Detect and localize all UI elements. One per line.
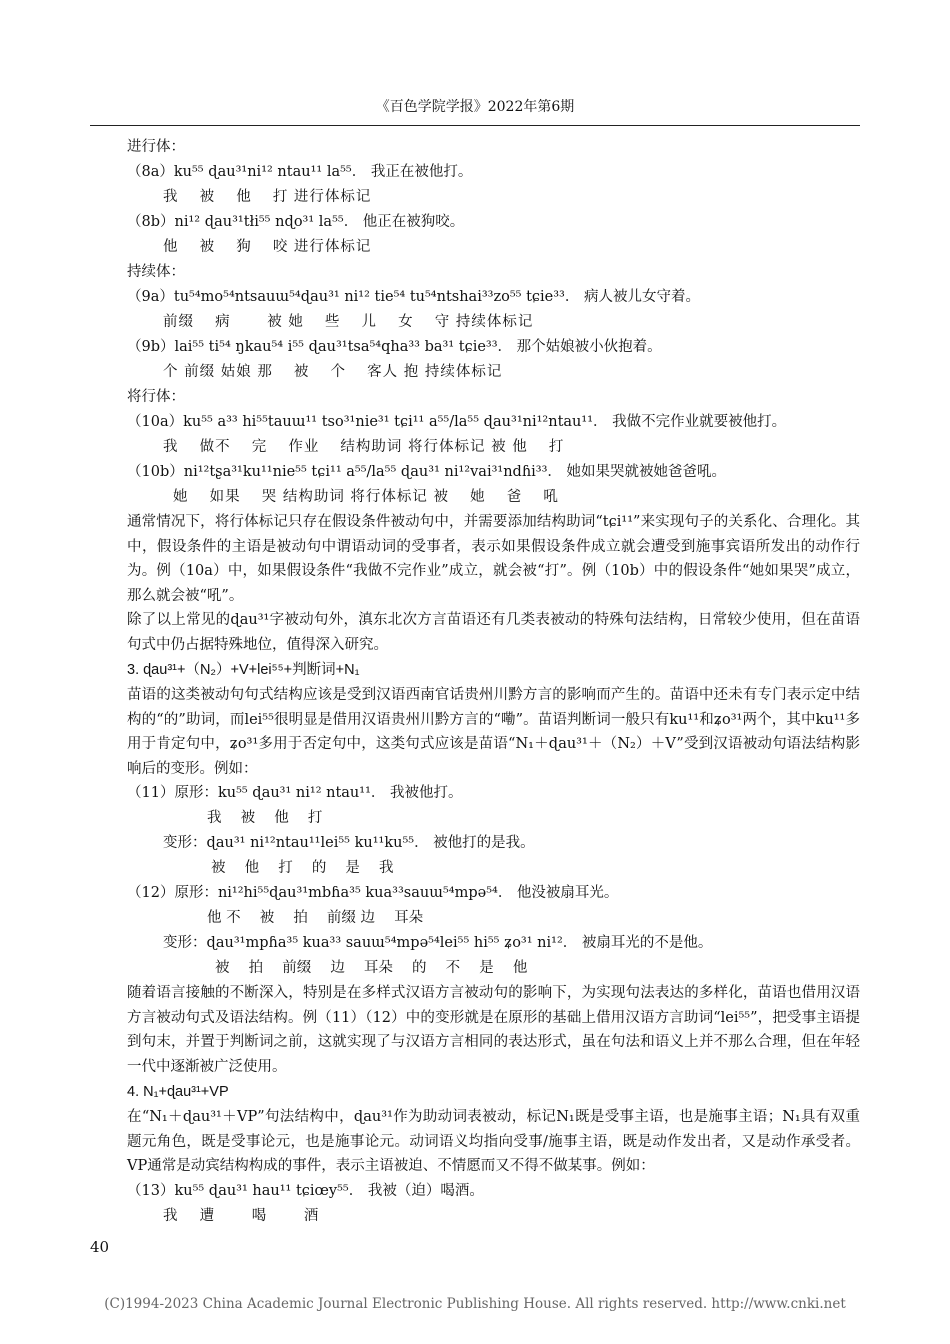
example-line: 前缀 病 被 她 些 儿 女 守 持续体标记 [163,314,534,330]
example-line: 个 前缀 姑娘 那 被 个 客人 抱 持续体标记 [163,364,503,380]
example-line: 我 做不 完 作业 结构助词 将行体标记 被 他 打 [163,439,565,455]
paragraph: 在“N₁＋ɖau³¹＋VP”句法结构中，ɖau³¹作为助动词表被动，标记N₁既是受事主语，也是施事主语；N₁具有双重题元角色，既是受事论元，也是施事论元。动词语义均指向受事/施事主语，既是动作发出者，又是动作承受者。VP通常是动宾结构构成的事件，表示主语被迫、不情愿而又不得不做某事。例如： [127,1109,860,1174]
text-line: （10b）ni¹²tʂa³¹ku¹¹nie⁵⁵ tɕi¹¹ a⁵⁵/la⁵⁵ ɖau³¹ ni¹²vai³¹ndɦi³³． 她如果哭就被她爸爸吼。 [127,464,727,480]
paragraph: 通常情况下，将行体标记只存在假设条件被动句中，并需要添加结构助词“tɕi¹¹”来实现句子的关系化、合理化。其中，假设条件的主语是被动句中谓语动词的受事者，表示如果假设条件成立就会遭受到施事宾语所发出的动作行为。例（10a）中，如果假设条件“我做不完作业”成立，就会被“打”。例（10b）中的假设条件“她如果哭”成立，那么就会被“吼”。 [127,514,860,604]
page-number: 40 [90,1238,110,1256]
copyright-footer: (C)1994-2023 China Academic Journal Electronic Publishing House. All rights reserved. http://www.cnki.net [104,1296,846,1312]
text-line: （13）ku⁵⁵ ɖau³¹ hau¹¹ tɕiœy⁵⁵． 我被（迫）喝酒。 [127,1182,484,1199]
text-line: 进行体： [127,139,185,155]
text-line: （9a）tu⁵⁴mo⁵⁴ntsauɯ⁵⁴ɖau³¹ ni¹² tie⁵⁴ tu⁵⁴ntshai³³zo⁵⁵ tɕie³³． 病人被儿女守着。 [127,289,700,305]
example-line: 我 遭 喝 酒 [163,1207,320,1224]
text-line: （10a）ku⁵⁵ a³³ hi⁵⁵tauɯ¹¹ tso³¹nie³¹ tɕi¹¹ a⁵⁵/la⁵⁵ ɖau³¹ni¹²ntau¹¹． 我做不完作业就要被他打。 [127,414,787,430]
example-line: 变形：ɖau³¹mpɦa³⁵ kua³³ sauɯ⁵⁴mpə⁵⁴lei⁵⁵ hi⁵⁵ ʑo³¹ ni¹²． 被扇耳光的不是他。 [163,935,713,951]
text-line: 将行体： [127,389,185,405]
paragraph: 苗语的这类被动句句式结构应该是受到汉语西南官话贵州川黔方言的影响而产生的。苗语中还未有专门表示定中结构的“的”助词，而lei⁵⁵很明显是借用汉语贵州川黔方言的“嘞”。苗语判断词一般只有ku¹¹和ʑo³¹两个，其中ku¹¹多用于肯定句中，ʑo³¹多用于否定句中，这类句式应该是苗语“N₁＋ɖau³¹＋（N₂）＋V”受到汉语被动句语法结构影响后的变形。例如： [127,687,860,777]
paragraph: 除了以上常见的ɖau³¹字被动句外，滇东北次方言苗语还有几类表被动的特殊句法结构，日常较少使用，但在苗语句式中仍占据特殊地位，值得深入研究。 [127,612,860,653]
example-line: 我 被 他 打 进行体标记 [163,189,372,205]
text-line: （8b）ni¹² ɖau³¹tłi⁵⁵ nɖo³¹ la⁵⁵． 他正在被狗咬。 [127,214,465,230]
text-line: （8a）ku⁵⁵ ɖau³¹ni¹² ntau¹¹ la⁵⁵． 我正在被他打。 [127,164,473,180]
example-line: 她 如果 哭 结构助词 将行体标记 被 她 爸 吼 [173,489,559,505]
text-line: （9b）lai⁵⁵ ti⁵⁴ ŋkau⁵⁴ i⁵⁵ ɖau³¹tsa⁵⁴qha³³ ba³¹ tɕie³³． 那个姑娘被小伙抱着。 [127,339,662,355]
section-heading: 4. N₁+ɖau³¹+VP [127,1084,229,1100]
text-line: （11）原形：ku⁵⁵ ɖau³¹ ni¹² ntau¹¹． 我被他打。 [127,785,463,801]
text-line: 持续体： [127,264,185,280]
example-line: 被 拍 前缀 边 耳朵 的 不 是 他 [215,960,528,976]
example-line: 他 被 狗 咬 进行体标记 [163,239,372,255]
example-line: 我 被 他 打 [207,810,323,826]
article-body [127,135,860,1229]
header-rule [90,125,860,126]
example-line: 他 不 被 拍 前缀 边 耳朵 [207,910,424,926]
example-line: 变形：ɖau³¹ ni¹²ntau¹¹lei⁵⁵ ku¹¹ku⁵⁵． 被他打的是我。 [163,835,535,851]
section-heading: 3. ɖau³¹+（N₂）+V+lei⁵⁵+判断词+N₁ [127,662,360,678]
running-header: 《百色学院学报》2022年第6期 [375,99,575,115]
example-line: 被 他 打 的 是 我 [211,860,394,876]
text-line: （12）原形：ni¹²hi⁵⁵ɖau³¹mbɦa³⁵ kua³³sauɯ⁵⁴mpə⁵⁴． 他没被扇耳光。 [127,885,619,901]
paragraph: 随着语言接触的不断深入，特别是在多样式汉语方言被动句的影响下，为实现句法表达的多样化，苗语也借用汉语方言被动句式及语法结构。例（11）（12）中的变形就是在原形的基础上借用汉语方言助词“lei⁵⁵”，把受事主语提到句末，并置于判断词之前，这就实现了与汉语方言相同的表达形式，虽在句法和语义上并不那么合理，但在年轻一代中逐渐被广泛使用。 [127,985,860,1075]
